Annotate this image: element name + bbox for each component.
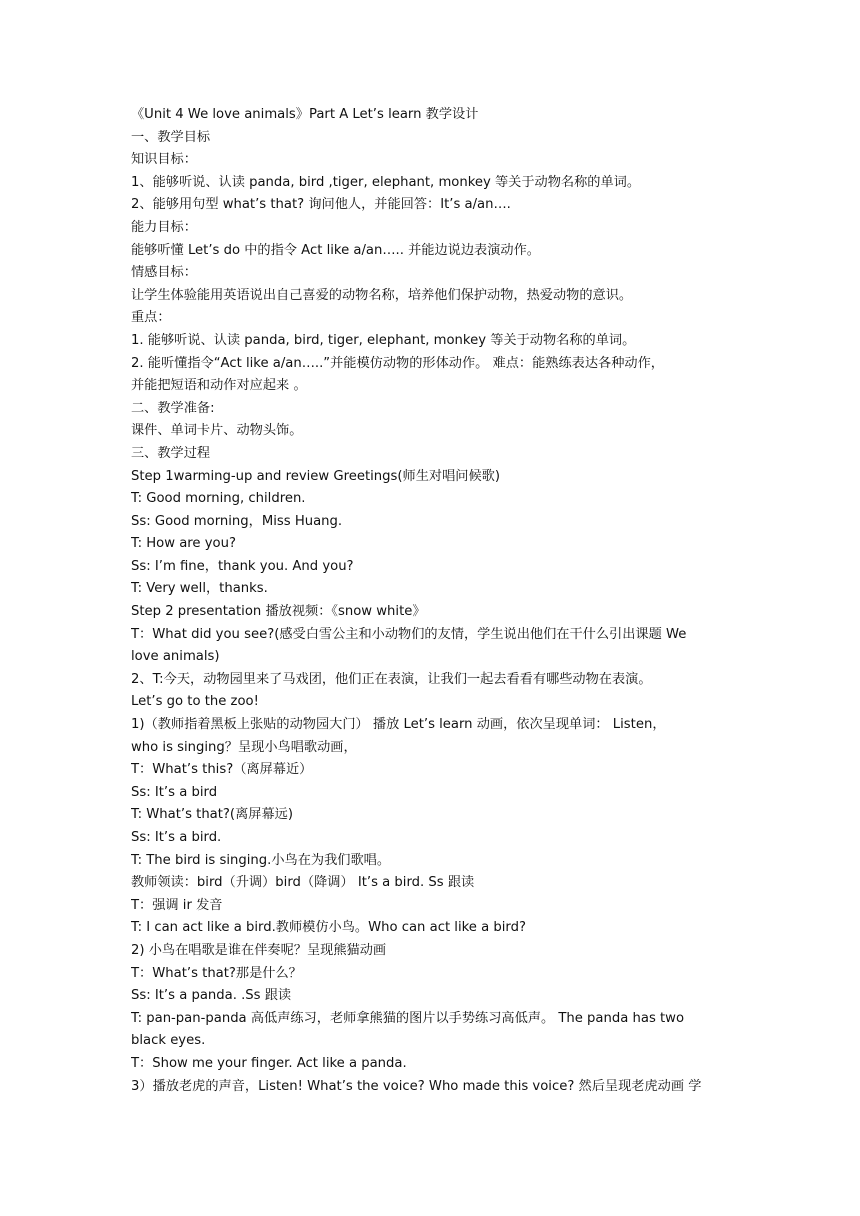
text-line: 二、教学准备: [131,400,215,416]
text-line: Ss: I’m fine，thank you. And you? [131,558,354,574]
text-line: 三、教学过程 [131,445,211,461]
text-line: T：What’s that?那是什么？ [131,965,302,981]
text-line: 2、能够用句型 what’s that? 询问他人，并能回答：It’s a/an…. [131,197,511,213]
text-line: 2、T:今天，动物园里来了马戏团，他们正在表演，让我们一起去看看有哪些动物在表演。 [131,671,652,687]
text-line: 知识目标： [131,152,197,168]
text-line: 2. 能听懂指令“Act like a/an…..”并能模仿动物的形体动作。 难点：能熟练表达各种动作， [131,355,664,371]
text-line: 1、能够听说、认读 panda, bird ,tiger, elephant, monkey 等关于动物名称的单词。 [131,174,641,190]
text-line: T: Good morning, children. [131,491,306,507]
text-line: T: The bird is singing.小鸟在为我们歌唱。 [131,852,391,868]
text-line: 一、教学目标 [131,129,211,145]
text-line: 2) 小鸟在唱歌是谁在伴奏呢？呈现熊猫动画 [131,942,387,958]
text-line: 3）播放老虎的声音，Listen! What’s the voice? Who made this voice? 然后呈现老虎动画 学 [131,1078,702,1094]
text-line: 1. 能够听说、认读 panda, bird, tiger, elephant, monkey 等关于动物名称的单词。 [131,332,636,348]
text-line: 能够听懂 Let’s do 中的指令 Act like a/an….. 并能边说边表演动作。 [131,242,540,258]
text-line: who is singing？呈现小鸟唱歌动画， [131,739,357,755]
text-line: Step 1warming-up and review Greetings(师生对唱问候歌) [131,468,501,484]
text-line: T: How are you? [131,536,236,552]
text-line: T：What did you see?(感受白雪公主和小动物们的友情，学生说出他们在干什么引出课题 We [131,626,687,642]
text-line: Ss: It’s a bird. [131,830,222,845]
text-line: 《Unit 4 We love animals》Part A Let’s learn 教学设计 [131,107,479,122]
text-line: T: pan-pan-panda 高低声练习，老师拿熊猫的图片以手势练习高低声。 The panda has two [131,1010,685,1026]
document-page [131,104,731,1098]
text-line: Ss: It’s a panda. .Ss 跟读 [131,988,292,1004]
text-line: 教师领读：bird（升调）bird（降调） It’s a bird. Ss 跟读 [131,875,475,891]
text-line: 情感目标： [131,265,197,281]
text-line: 重点： [131,310,171,326]
text-line: T：What’s this?（离屏幕近） [131,762,313,778]
text-line: T: Very well，thanks. [131,581,268,597]
text-line: Ss: Good morning，Miss Huang. [131,513,343,529]
text-line: Let’s go to the zoo! [131,694,259,710]
text-line: 让学生体验能用英语说出自己喜爱的动物名称，培养他们保护动物，热爱动物的意识。 [131,287,633,303]
text-line: 能力目标： [131,219,197,235]
text-line: 课件、单词卡片、动物头饰。 [131,423,303,439]
text-line: love animals) [131,649,220,665]
text-line: T：Show me your finger. Act like a panda. [131,1055,407,1071]
text-line: 并能把短语和动作对应起来 。 [131,378,307,394]
text-line: 1)（教师指着黑板上张贴的动物园大门） 播放 Let’s learn 动画，依次呈现单词： Listen， [131,717,666,733]
text-line: Ss: It’s a bird [131,784,218,800]
text-line: black eyes. [131,1033,206,1049]
text-line: Step 2 presentation 播放视频：《snow white》 [131,604,426,620]
text-line: T: What’s that?(离屏幕远) [131,807,293,823]
text-line: T: I can act like a bird.教师模仿小鸟。Who can act like a bird? [131,920,526,936]
text-line: T：强调 ir 发音 [131,897,223,913]
